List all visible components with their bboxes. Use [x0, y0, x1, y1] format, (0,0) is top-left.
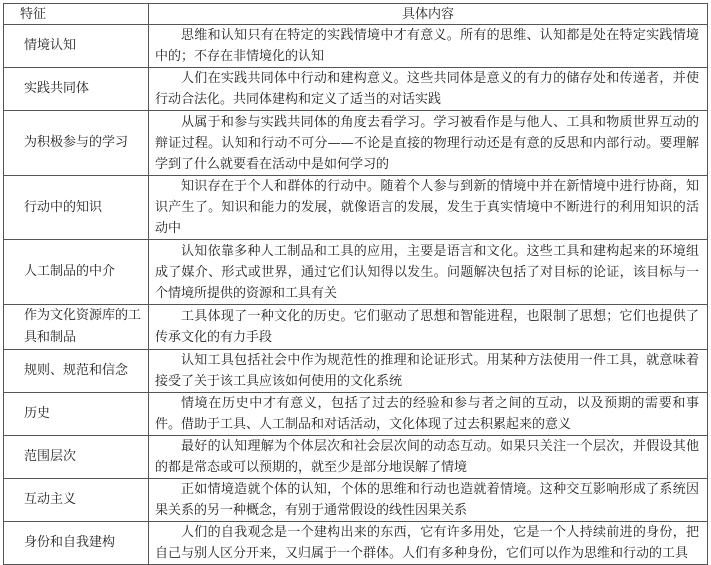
header-content: 具体内容 [149, 4, 708, 25]
content-cell: 从属于和参与实践共同体的角度去看学习。学习被看作是与他人、工具和物质世界互动的辩证过程。认知和行动不可分——不论是直接的物理行动还是有意的反思和内部行动。要理解学到了什么就要看在活动中是如何学习的 [149, 111, 708, 176]
feature-cell: 身份和自我建构 [4, 522, 149, 565]
table-row [4, 176, 708, 240]
table-row [4, 305, 708, 350]
table-row [4, 393, 708, 436]
table-row [4, 350, 708, 393]
table-row [4, 25, 708, 68]
feature-cell: 行动中的知识 [4, 176, 149, 240]
content-cell: 人们的自我观念是一个建构出来的东西，它有许多用处，它是一个人持续前进的身份，把自己与别人区分开来，又归属于一个群体。人们有多种身份，它们可以作为思维和行动的工具 [149, 522, 708, 565]
feature-cell: 人工制品的中介 [4, 240, 149, 305]
feature-cell: 实践共同体 [4, 68, 149, 111]
feature-cell: 为积极参与的学习 [4, 111, 149, 176]
feature-cell: 规则、规范和信念 [4, 350, 149, 393]
content-cell: 认知工具包括社会中作为规范性的推理和论证形式。用某种方法使用一件工具，就意味着接受了关于该工具应该如何使用的文化系统 [149, 350, 708, 393]
content-cell: 人们在实践共同体中行动和建构意义。这些共同体是意义的有力的储存处和传递者，并使行动合法化。共同体建构和定义了适当的对话实践 [149, 68, 708, 111]
feature-cell: 互动主义 [4, 479, 149, 522]
table-container [3, 3, 707, 565]
feature-cell: 情境认知 [4, 25, 149, 68]
features-table [3, 3, 708, 565]
header-feature: 特征 [4, 4, 149, 25]
table-row [4, 436, 708, 479]
content-cell: 情境在历史中才有意义，包括了过去的经验和参与者之间的互动，以及预期的需要和事件。借助于工具、人工制品和对话活动，文化体现了过去积累起来的意义 [149, 393, 708, 436]
table-row [4, 111, 708, 176]
table-row [4, 479, 708, 522]
feature-cell: 历史 [4, 393, 149, 436]
content-cell: 认知依靠多种人工制品和工具的应用，主要是语言和文化。这些工具和建构起来的环境组成了媒介、形式或世界，通过它们认知得以发生。问题解决包括了对目标的论证，该目标与一个情境所提供的资源和工具有关 [149, 240, 708, 305]
content-cell: 工具体现了一种文化的历史。它们驱动了思想和智能进程，也限制了思想；它们也提供了传承文化的有力手段 [149, 305, 708, 350]
content-cell: 知识存在于个人和群体的行动中。随着个人参与到新的情境中并在新情境中进行协商，知识产生了。知识和能力的发展，就像语言的发展，发生于真实情境中不断进行的利用知识的活动中 [149, 176, 708, 240]
feature-cell: 作为文化资源库的工具和制品 [4, 305, 149, 350]
content-cell: 思维和认知只有在特定的实践情境中才有意义。所有的思维、认知都是处在特定实践情境中的；不存在非情境化的认知 [149, 25, 708, 68]
table-row [4, 240, 708, 305]
table-row [4, 522, 708, 565]
table-row [4, 68, 708, 111]
header-row [4, 4, 708, 25]
feature-cell: 范围层次 [4, 436, 149, 479]
content-cell: 最好的认知理解为个体层次和社会层次间的动态互动。如果只关注一个层次，并假设其他的都是常态或可以预期的，就至少是部分地误解了情境 [149, 436, 708, 479]
content-cell: 正如情境造就个体的认知，个体的思维和行动也造就着情境。这种交互影响形成了系统因果关系的另一种概念，有别于通常假设的线性因果关系 [149, 479, 708, 522]
